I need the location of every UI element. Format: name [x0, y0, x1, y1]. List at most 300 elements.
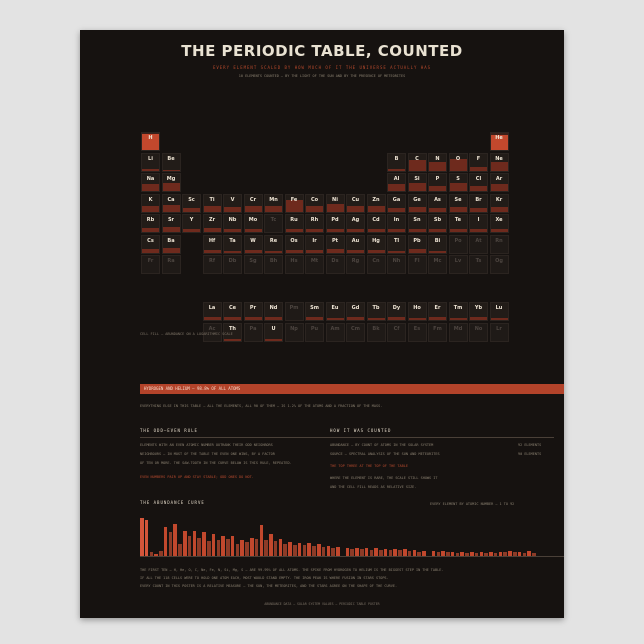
element-symbol: Li [148, 155, 153, 162]
element-abundance-fill [429, 251, 446, 253]
element-symbol: As [434, 196, 441, 203]
element-symbol: Ag [351, 217, 360, 223]
element-cell-nh [387, 255, 406, 274]
element-cell-sr [162, 214, 181, 233]
element-symbol: Er [434, 305, 441, 311]
element-symbol: Be [167, 155, 175, 162]
curve-bar [226, 539, 230, 556]
element-symbol: Mt [310, 258, 319, 264]
element-abundance-fill [327, 318, 344, 320]
element-abundance-fill [429, 208, 446, 211]
element-symbol: Fl [414, 258, 420, 264]
element-cell-ta [223, 235, 242, 254]
element-abundance-fill [204, 317, 221, 320]
element-cell-br [469, 194, 488, 213]
element-symbol: Pm [289, 305, 299, 311]
poster-title: THE PERIODIC TABLE, COUNTED [181, 42, 463, 60]
element-cell-ir [305, 235, 324, 254]
element-symbol: Mn [269, 196, 278, 203]
element-symbol: At [475, 237, 482, 244]
curve-bar [403, 549, 407, 556]
element-cell-po [449, 235, 468, 254]
element-symbol: Rf [208, 258, 216, 264]
curve-bar [298, 543, 302, 556]
element-cell-sg [244, 255, 263, 274]
right-line-1: ABUNDANCE — BY COUNT OF ATOMS IN THE SOLAR SYSTEM [330, 443, 434, 447]
element-symbol: Al [393, 176, 400, 182]
element-cell-yb [469, 302, 488, 321]
element-cell-am [326, 323, 345, 342]
curve-bar [274, 541, 278, 556]
element-cell-re [264, 235, 283, 254]
element-abundance-fill [450, 229, 467, 232]
element-cell-er [428, 302, 447, 321]
element-symbol: Rg [351, 258, 360, 264]
element-symbol: N [435, 155, 440, 162]
curve-bar [327, 546, 331, 556]
element-symbol: V [230, 196, 235, 203]
element-cell-bi [428, 235, 447, 254]
element-symbol: Sn [413, 217, 421, 223]
curve-bar [322, 547, 326, 556]
element-abundance-fill [409, 318, 426, 320]
curve-bar [365, 548, 369, 556]
curve-bar [350, 549, 354, 556]
element-abundance-fill [429, 317, 446, 320]
element-cell-y [182, 214, 201, 233]
left-line-1: ELEMENTS WITH AN EVEN ATOMIC NUMBER OUTRANK THEIR ODD NEIGHBORS [140, 443, 273, 447]
element-cell-ca [162, 194, 181, 213]
element-cell-la [203, 302, 222, 321]
curve-bar [236, 544, 240, 556]
right-red-line: THE TOP THREE AT THE TOP OF THE TABLE [330, 464, 408, 468]
element-symbol: K [148, 196, 153, 203]
element-symbol: Fm [433, 325, 442, 332]
element-abundance-fill [429, 229, 446, 232]
element-symbol: Ba [167, 237, 175, 244]
element-cell-li [141, 153, 160, 172]
element-symbol: Te [454, 217, 462, 223]
element-cell-fl [408, 255, 427, 274]
element-abundance-fill [429, 162, 446, 171]
element-abundance-fill [409, 249, 426, 252]
element-cell-gd [346, 302, 365, 321]
element-symbol: Cn [372, 258, 380, 264]
curve-bar [303, 545, 307, 556]
element-symbol: Ds [331, 258, 339, 264]
element-cell-ti [203, 194, 222, 213]
element-cell-mt [305, 255, 324, 274]
element-abundance-fill [347, 317, 364, 320]
element-abundance-fill [224, 317, 241, 320]
element-cell-cf [387, 323, 406, 342]
right-section-heading: HOW IT WAS COUNTED [330, 428, 392, 433]
element-symbol: Ir [312, 237, 317, 244]
curve-bar [217, 540, 221, 556]
element-cell-bk [367, 323, 386, 342]
element-symbol: Dy [392, 305, 401, 311]
element-cell-zr [203, 214, 222, 233]
element-cell-es [408, 323, 427, 342]
element-cell-ga [387, 194, 406, 213]
element-abundance-fill [245, 317, 262, 320]
element-cell-ho [408, 302, 427, 321]
left-line-3: OF TEN OR MORE. THE SAW-TOOTH IN THE CURVE BELOW IS THIS RULE, REPEATED. [140, 461, 292, 465]
element-abundance-fill [409, 183, 426, 192]
element-cell-hs [285, 255, 304, 274]
element-abundance-fill [306, 206, 323, 211]
element-cell-sm [305, 302, 324, 321]
curve-bar [336, 547, 340, 556]
element-symbol: Kr [495, 196, 503, 203]
left-line-2: NEIGHBOURS — IN MOST OF THE TABLE THE EVEN ONE WINS, BY A FACTOR [140, 452, 275, 456]
element-symbol: Fr [147, 258, 154, 264]
curve-bar [374, 548, 378, 556]
element-cell-as [428, 194, 447, 213]
curve-bar [221, 536, 225, 556]
element-abundance-fill [224, 229, 241, 232]
right-value-1: 92 ELEMENTS [518, 443, 542, 447]
element-symbol: Sm [310, 305, 319, 311]
element-cell-tb [367, 302, 386, 321]
curve-bar [283, 544, 287, 556]
element-cell-cn [367, 255, 386, 274]
element-symbol: Co [310, 196, 319, 203]
element-cell-rb [141, 214, 160, 233]
element-abundance-fill [306, 229, 323, 232]
curve-bar [312, 546, 316, 556]
element-symbol: Ra [167, 258, 175, 264]
element-symbol: Ts [475, 258, 482, 264]
element-cell-u [264, 323, 283, 342]
element-abundance-fill [347, 206, 364, 211]
element-symbol: Zn [372, 196, 380, 203]
element-symbol: Pu [310, 325, 319, 332]
element-cell-p [428, 173, 447, 192]
element-cell-mc [428, 255, 447, 274]
element-symbol: Y [189, 217, 194, 223]
element-symbol: Ar [495, 176, 503, 182]
element-abundance-fill [368, 318, 385, 320]
element-cell-eu [326, 302, 345, 321]
element-symbol: Bk [372, 325, 380, 332]
element-abundance-fill [450, 318, 467, 320]
element-cell-sb [428, 214, 447, 233]
element-symbol: Db [228, 258, 237, 264]
element-cell-rh [305, 214, 324, 233]
element-cell-se [449, 194, 468, 213]
element-symbol: Sr [167, 217, 175, 223]
element-cell-pm [285, 302, 304, 321]
element-cell-cr [244, 194, 263, 213]
element-symbol: Hs [290, 258, 298, 264]
legend-left: CELL FILL — ABUNDANCE ON A LOGARITHMIC SCALE [140, 332, 233, 336]
element-cell-f [469, 153, 488, 172]
element-cell-hg [367, 235, 386, 254]
element-symbol: Cr [249, 196, 257, 203]
element-cell-tc [264, 214, 283, 233]
element-cell-cm [346, 323, 365, 342]
bottom-line-1: THE FIRST TEN — H, He, O, C, Ne, Fe, N, Si, Mg, S — ARE 99.99% OF ALL ATOMS. THE SPIKE FROM HYDROGEN TO HELIUM IS THE BIGGEST STEP IN THE TABLE. [140, 568, 444, 572]
element-abundance-fill [265, 339, 282, 341]
curve-bar [293, 545, 297, 556]
left-section-rule [140, 437, 340, 438]
element-abundance-fill [470, 317, 487, 320]
element-symbol: Ta [229, 237, 236, 244]
element-abundance-fill [491, 207, 508, 211]
curve-bar [250, 538, 254, 556]
element-cell-dy [387, 302, 406, 321]
element-cell-db [223, 255, 242, 274]
element-cell-zn [367, 194, 386, 213]
right-tail-2: AND THE CELL FILL READS AS RELATIVE SIZE. [330, 485, 417, 489]
element-abundance-fill [306, 250, 323, 253]
element-cell-lv [449, 255, 468, 274]
element-cell-he [490, 132, 509, 151]
element-symbol: Es [413, 325, 421, 332]
element-cell-ts [469, 255, 488, 274]
element-cell-rf [203, 255, 222, 274]
curve-bar [288, 542, 292, 556]
curve-bar [355, 548, 359, 556]
element-symbol: H [148, 135, 153, 141]
element-symbol: Cm [351, 325, 360, 332]
element-abundance-fill [224, 251, 241, 253]
element-symbol: Mg [166, 176, 176, 182]
element-symbol: I [477, 217, 480, 223]
element-cell-xe [490, 214, 509, 233]
element-cell-o [449, 153, 468, 172]
element-symbol: Xe [495, 217, 503, 223]
element-symbol: Sb [433, 217, 442, 223]
abundance-curve [140, 514, 564, 560]
element-cell-c [408, 153, 427, 172]
element-abundance-fill [368, 206, 385, 211]
element-symbol: La [208, 305, 216, 311]
element-abundance-fill [163, 248, 180, 252]
curve-bar [260, 525, 264, 556]
element-cell-pb [408, 235, 427, 254]
element-symbol: Pt [331, 237, 339, 244]
curve-bar [197, 538, 201, 556]
element-cell-i [469, 214, 488, 233]
element-abundance-fill [409, 160, 426, 170]
element-cell-pa [244, 323, 263, 342]
element-abundance-fill [491, 162, 508, 171]
element-symbol: Po [454, 237, 462, 244]
element-abundance-fill [245, 206, 262, 212]
element-cell-fm [428, 323, 447, 342]
element-symbol: Ne [495, 155, 503, 162]
element-abundance-fill [224, 339, 241, 341]
element-symbol: Rn [495, 237, 503, 244]
element-cell-ds [326, 255, 345, 274]
element-cell-nd [264, 302, 283, 321]
element-symbol: Pd [331, 217, 339, 223]
element-cell-og [490, 255, 509, 274]
curve-bar [245, 542, 249, 556]
element-abundance-fill [245, 250, 262, 253]
element-cell-ag [346, 214, 365, 233]
element-abundance-fill [368, 229, 385, 232]
curve-heading: THE ABUNDANCE CURVE [140, 500, 205, 505]
element-cell-v [223, 194, 242, 213]
curve-bar [255, 539, 259, 556]
element-abundance-fill [163, 183, 180, 192]
curve-bar [393, 549, 397, 556]
element-abundance-fill [470, 167, 487, 170]
element-cell-na [141, 173, 160, 192]
element-cell-sc [182, 194, 201, 213]
element-symbol: Tb [372, 305, 380, 311]
element-abundance-fill [347, 229, 364, 232]
curve-bar [317, 544, 321, 556]
element-symbol: Re [269, 237, 278, 244]
element-symbol: Am [330, 325, 340, 332]
bottom-line-2: IF ALL THE 118 CELLS WERE TO HOLD ONE ATOM EACH, MOST WOULD STAND EMPTY. THE IRON PEAK IS WHERE FUSION IN STARS STOPS. [140, 576, 389, 580]
left-section-heading: THE ODD–EVEN RULE [140, 428, 198, 433]
element-abundance-fill [388, 229, 405, 232]
element-cell-np [285, 323, 304, 342]
poster [80, 30, 564, 618]
element-cell-tm [449, 302, 468, 321]
element-symbol: Tl [393, 237, 400, 244]
element-symbol: Lr [496, 325, 502, 332]
element-symbol: Th [229, 325, 236, 332]
element-cell-ra [162, 255, 181, 274]
element-symbol: Cd [372, 217, 380, 223]
curve-bar [212, 534, 216, 556]
right-section-rule [330, 437, 554, 438]
curve-bar [169, 532, 173, 556]
element-abundance-fill [142, 184, 159, 191]
element-symbol: Mo [248, 217, 258, 223]
element-symbol: Nh [392, 258, 401, 264]
element-symbol: Ti [209, 196, 215, 203]
element-cell-ce [223, 302, 242, 321]
curve-bar [173, 524, 177, 556]
element-cell-in [387, 214, 406, 233]
element-symbol: Nd [269, 305, 278, 311]
element-abundance-fill [327, 249, 344, 252]
element-symbol: Bi [434, 237, 441, 244]
curve-bar [307, 543, 311, 556]
element-abundance-fill [183, 208, 200, 211]
element-cell-h [141, 132, 160, 151]
element-cell-k [141, 194, 160, 213]
element-symbol: Bh [269, 258, 278, 264]
element-abundance-fill [265, 206, 282, 211]
element-abundance-fill [224, 207, 241, 211]
curve-bar [207, 541, 211, 556]
element-symbol: Se [454, 196, 462, 203]
element-abundance-fill [470, 186, 487, 191]
element-cell-lu [490, 302, 509, 321]
element-abundance-fill [306, 317, 323, 320]
element-abundance-fill [470, 208, 487, 211]
element-symbol: W [250, 237, 256, 244]
footer: ABUNDANCE DATA — SOLAR SYSTEM VALUES — PERIODIC TABLE POSTER [264, 602, 380, 606]
poster-note: 10 ELEMENTS COUNTED — BY THE LIGHT OF THE SUN AND BY THE PRESENCE OF METEORITES [238, 74, 406, 78]
element-abundance-fill [204, 250, 221, 253]
element-symbol: Pr [249, 305, 257, 311]
element-symbol: Lv [454, 258, 462, 264]
poster-subtitle: EVERY ELEMENT SCALED BY HOW MUCH OF IT THE UNIVERSE ACTUALLY HAS [212, 65, 432, 70]
element-cell-hf [203, 235, 222, 254]
element-abundance-fill [286, 250, 303, 253]
element-cell-no [469, 323, 488, 342]
curve-bar [164, 527, 168, 556]
element-symbol: Ni [332, 196, 338, 203]
element-abundance-fill [265, 317, 282, 320]
element-symbol: S [456, 176, 460, 182]
element-symbol: Hf [208, 237, 216, 244]
element-abundance-fill [388, 208, 405, 211]
element-cell-ni [326, 194, 345, 213]
element-cell-fe [285, 194, 304, 213]
element-symbol: He [495, 135, 503, 141]
element-abundance-fill [142, 169, 159, 171]
element-abundance-fill [388, 184, 405, 191]
banner-text: HYDROGEN AND HELIUM — 98.8% OF ALL ATOMS [144, 386, 241, 391]
element-symbol: Mc [433, 258, 442, 264]
curve-bar [145, 520, 149, 556]
right-line-2: SOURCE — SPECTRAL ANALYSIS OF THE SUN AND METEORITES [330, 452, 440, 456]
element-abundance-fill [142, 249, 159, 252]
element-symbol: Ga [392, 196, 401, 203]
element-symbol: Zr [208, 217, 216, 223]
element-symbol: Ho [413, 305, 421, 311]
element-symbol: Gd [351, 305, 360, 311]
element-symbol: O [455, 155, 461, 162]
element-symbol: Ce [228, 305, 237, 311]
element-abundance-fill [163, 170, 180, 171]
element-cell-lr [490, 323, 509, 342]
element-symbol: Eu [331, 305, 339, 311]
element-cell-b [387, 153, 406, 172]
curve-bar [193, 531, 197, 556]
element-cell-w [244, 235, 263, 254]
curve-bar [384, 549, 388, 556]
element-abundance-fill [470, 229, 487, 232]
element-cell-te [449, 214, 468, 233]
element-symbol: Cs [147, 237, 154, 244]
element-cell-nb [223, 214, 242, 233]
element-cell-tl [387, 235, 406, 254]
element-cell-be [162, 153, 181, 172]
element-cell-co [305, 194, 324, 213]
element-abundance-fill [450, 207, 467, 211]
element-symbol: No [474, 325, 483, 332]
curve-bar [188, 536, 192, 556]
element-cell-cu [346, 194, 365, 213]
element-cell-cs [141, 235, 160, 254]
element-symbol: Ru [290, 217, 298, 223]
element-abundance-fill [491, 318, 508, 320]
element-abundance-fill [183, 229, 200, 232]
element-symbol: P [435, 176, 440, 182]
element-cell-bh [264, 255, 283, 274]
element-abundance-fill [265, 251, 282, 253]
intro-line: EVERYTHING ELSE IN THIS TABLE — ALL THE ELEMENTS, ALL 90 OF THEM — IS 1.2% OF THE ATOMS AND A FRACTION OF THE MASS. [140, 404, 383, 408]
element-symbol: Ac [208, 325, 216, 332]
element-symbol: U [271, 325, 276, 332]
element-cell-fr [141, 255, 160, 274]
element-symbol: Br [475, 196, 482, 203]
curve-bar [183, 531, 187, 556]
curve-bar [264, 540, 268, 556]
element-abundance-fill [388, 169, 405, 171]
